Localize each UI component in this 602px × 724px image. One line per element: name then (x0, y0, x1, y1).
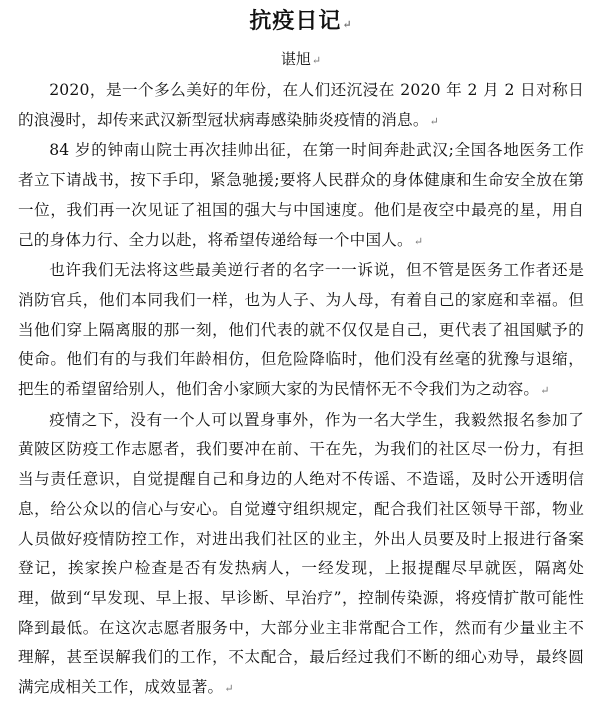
paragraph-mark-icon: ↵ (413, 234, 424, 248)
paragraph: 2020，是一个多么美好的年份，在人们还沉浸在 2020 年 2 月 2 日对称日的浪漫时，却传来武汉新型冠状病毒感染肺炎疫情的消息。↵ (18, 81, 584, 129)
paragraph: 疫情之下，没有一个人可以置身事外，作为一名大学生，我毅然报名参加了黄陂区防疫工作志愿者，我们要冲在前、干在先，为我们的社区尽一份力，有担当与责任意识，自觉提醒自己和身边的人绝对不传谣、不造谣，及时公开透明信息，给公众以的信心与安心。自觉遵守组织规定，配合我们社区领导干部，物业人员做好疫情防控工作，对进出我们社区的业主，外出人员要及时上报进行备案登记，挨家挨户检查是否有发热病人，一经发现，上报提醒尽早就医，隔离处理，做到“早发现、早上报、早诊断、早治疗”，控制传染源，将疫情扩散可能性降到最低。在这次志愿者服务中，大部分业主非常配合工作，然而有少量业主不理解，甚至误解我们的工作，不太配合，最后经过我们不断的细心劝导，最终圆满完成相关工作，成效显著。↵ (18, 410, 584, 697)
document-body (18, 76, 584, 704)
paragraph-mark-icon: ↵ (311, 54, 322, 67)
paragraph: 也许我们无法将这些最美逆行者的名字一一诉说，但不管是医务工作者还是消防官兵，他们本同我们一样，也为人子、为人母，有着自己的家庭和幸福。但当他们穿上隔离服的那一刻，他们代表的就不仅仅是自己，更代表了祖国赋予的使命。他们有的与我们年龄相仿，但危险降临时，他们没有丝毫的犹豫与退缩，把生的希望留给别人，他们舍小家顾大家的为民情怀无不令我们为之动容。↵ (18, 261, 584, 399)
paragraph-mark-icon: ↵ (429, 114, 440, 128)
document-title: 抗疫日记↵ (249, 8, 353, 34)
document-author: 谌旭↵ (280, 50, 322, 68)
paragraph-mark-icon: ↵ (224, 682, 234, 696)
paragraph-mark-icon: ↵ (342, 18, 353, 31)
paragraph: 84 岁的钟南山院士再次挂帅出征，在第一时间奔赴武汉;全国各地医务工作者立下请战书，按下手印，紧急驰援;要将人民群众的身体健康和生命安全放在第一位，我们再一次见证了祖国的强大与中国速度。他们是夜空中最亮的星，用自己的身体力行、全力以赴，将希望传递给每一个中国人。↵ (18, 141, 584, 249)
paragraph-mark-icon: ↵ (540, 384, 550, 398)
